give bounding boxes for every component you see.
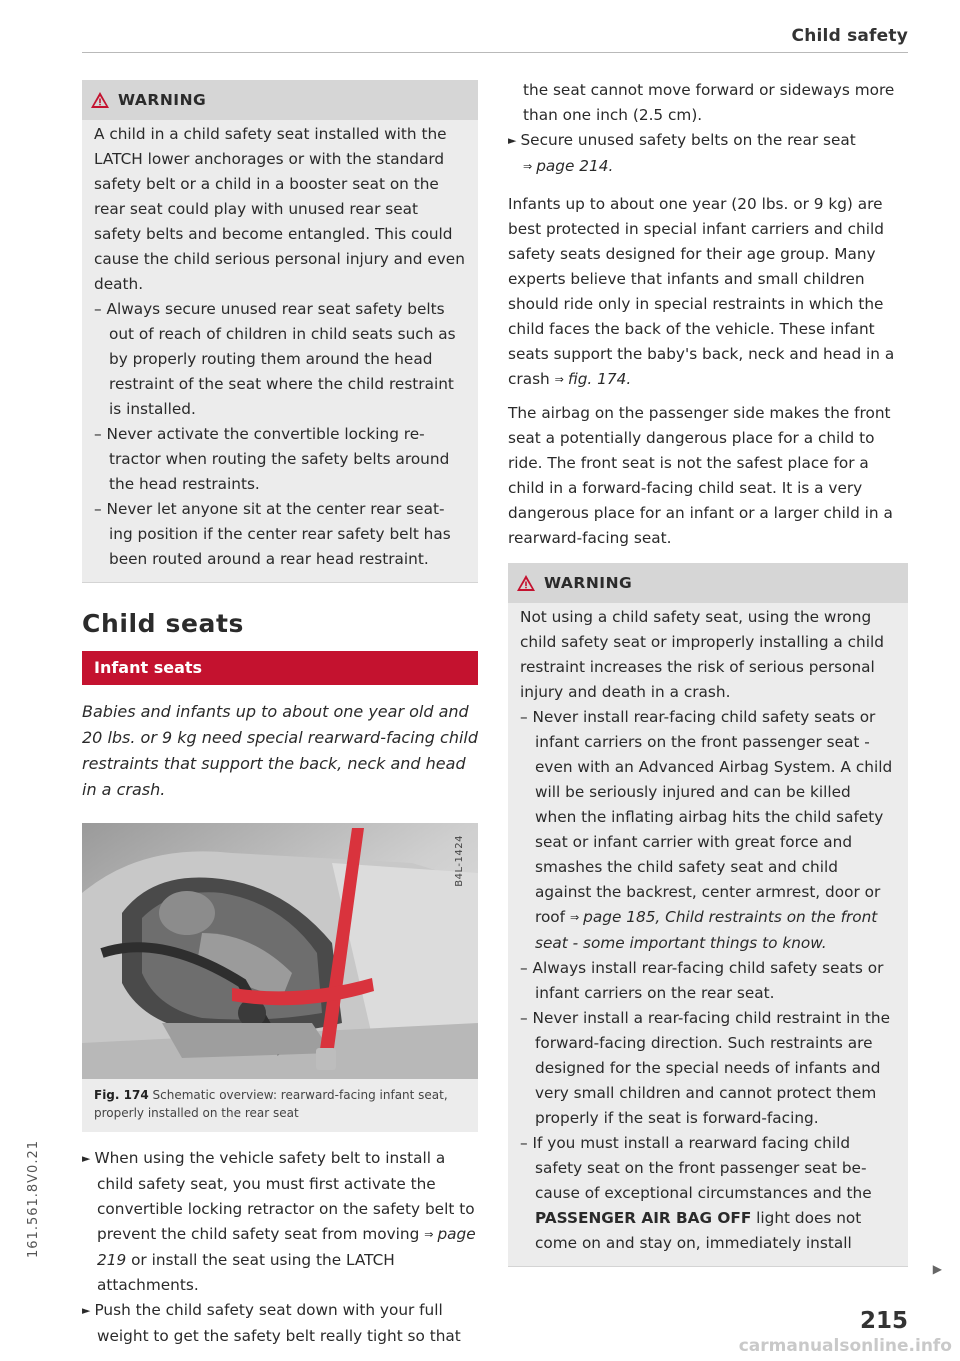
figure-infant-seat <box>82 823 478 1079</box>
section-title: Child safety <box>791 26 908 46</box>
warning-box-left <box>82 80 478 583</box>
right-column <box>508 78 908 1267</box>
heading-child-seats: Child seats <box>82 609 245 638</box>
warning-header <box>82 80 478 120</box>
warning-box-right <box>508 563 908 1267</box>
indicator-label: PASSENGER AIR BAG OFF <box>535 1209 752 1227</box>
warning-item: – Never let anyone sit at the center rear seat-ing position if the center rear safety belt has been routed around a rear head restraint. <box>94 500 451 568</box>
warning-item <box>520 705 896 956</box>
page-number: 215 <box>859 1308 908 1334</box>
crossref-arrow-icon: ⇒ <box>569 911 580 924</box>
bullet-text: Secure unused safety belts on the rear seat <box>520 131 856 149</box>
warning-item-tail: light does not come on and stay on, immediately install <box>535 1209 862 1252</box>
left-column <box>82 80 478 1349</box>
caption-label: Fig. 174 <box>94 1088 149 1102</box>
crossref-link[interactable]: page 219 <box>97 1225 476 1269</box>
bullet-text: When using the vehicle safety belt to install a child safety seat, you must first activate the convertible locking retractor on the safety belt to prevent the child safety seat from moving <box>94 1149 475 1243</box>
warning-intro: A child in a child safety seat installed with the LATCH lower anchorages or with the standard safety belt or a child in a booster seat on the rear seat could play with unused rear seat safety belts and become entangled. This could cause the child serious personal injury and even death. <box>94 125 465 293</box>
bullet-latch <box>82 1146 478 1298</box>
continue-arrow-icon: ▶ <box>932 1262 942 1276</box>
warning-title: WARNING <box>118 90 207 109</box>
crossref-arrow-icon: ⇒ <box>424 1228 434 1241</box>
warning-intro: Not using a child safety seat, using the wrong child safety seat or improperly installing a child restraint increases the risk of serious personal injury and death in a crash. <box>520 608 884 701</box>
watermark: carmanualsonline.info <box>738 1336 952 1356</box>
warning-body <box>508 603 908 1266</box>
bullet-text: Push the child safety seat down with your full weight to get the safety belt really tight so that <box>94 1301 461 1345</box>
crossref-link[interactable]: page 185, Child restraints on the front seat - some important things to know. <box>535 908 878 952</box>
bullet-secure-belts <box>508 128 908 180</box>
infant-seat-illustration <box>82 823 478 1079</box>
figure-caption <box>82 1079 478 1132</box>
warning-item: – Never install a rear-facing child restraint in the forward-facing direction. Such restraints are designed for the special needs of infants and very small children and cannot protect them properly if the seat is forward-facing. <box>520 1009 891 1127</box>
paragraph-infants <box>508 192 908 393</box>
warning-title: WARNING <box>544 573 633 592</box>
bullet-arrow-icon: ► <box>82 1152 91 1165</box>
continued-text: the seat cannot move forward or sideways more than one inch (2.5 cm). <box>523 81 895 124</box>
warning-item: – Always secure unused rear seat safety belts out of reach of children in child seats such as by properly routing them around the head restraint of the seat where the child restraint is installed. <box>94 300 456 418</box>
warning-item: – Never activate the convertible locking re-tractor when routing the safety belts around the head restraints. <box>94 425 450 493</box>
warning-item: – Always install rear-facing child safety seats or infant carriers on the rear seat. <box>520 959 884 1002</box>
crossref-arrow-icon: ⇒ <box>554 373 564 386</box>
warning-body <box>82 120 478 582</box>
warning-header <box>508 563 908 603</box>
bullet-arrow-icon: ► <box>82 1304 91 1317</box>
crossref-link[interactable]: fig. 174. <box>567 370 632 388</box>
figure-code: B4L-1424 <box>454 835 465 887</box>
header-rule <box>82 52 908 53</box>
bullet-tail: or install the seat using the LATCH attachments. <box>97 1251 395 1294</box>
warning-triangle-icon <box>90 91 110 109</box>
warning-triangle-icon <box>516 574 536 592</box>
caption-text: Schematic overview: rearward-facing infant seat, properly installed on the rear seat <box>94 1088 448 1120</box>
paragraph-text: Infants up to about one year (20 lbs. or 9 kg) are best protected in special infant carriers and child safety seats designed for their age group. Many experts believe that infants and small children should ride only in special restraints in which the child faces the back of the vehicle. These infant seats support the baby's back, neck and head in a crash <box>508 195 895 388</box>
crossref-arrow-icon: ⇒ <box>523 160 533 173</box>
bullet-arrow-icon: ► <box>508 134 517 147</box>
bullet-push-seat <box>82 1298 478 1349</box>
document-code: 161.561.8V0.21 <box>26 1140 41 1258</box>
warning-item-text: – If you must install a rearward facing child safety seat on the front passenger seat be-cause of exceptional circumstances and the <box>520 1134 872 1202</box>
warning-item <box>520 1131 896 1256</box>
intro-paragraph: Babies and infants up to about one year old and 20 lbs. or 9 kg need special rearward-facing child restraints that support the back, neck and head in a crash. <box>82 702 479 799</box>
paragraph-airbag: The airbag on the passenger side makes the front seat a potentially dangerous place for a child to ride. The front seat is not the safest place for a child in a forward-facing child seat. It is a very dangerous place for an infant or a larger child in a rearward-facing seat. <box>508 404 893 547</box>
warning-item-text: – Never install rear-facing child safety seats or infant carriers on the front passenger seat - even with an Advanced Airbag System. A child will be seriously injured and can be killed when the inflating airbag hits the child safety seat or infant carrier with great force and smashes the child safety seat and child against the backrest, center armrest, door or roof <box>520 708 893 926</box>
crossref-link[interactable]: page 214. <box>536 157 614 175</box>
subheading-infant-seats: Infant seats <box>82 651 478 685</box>
